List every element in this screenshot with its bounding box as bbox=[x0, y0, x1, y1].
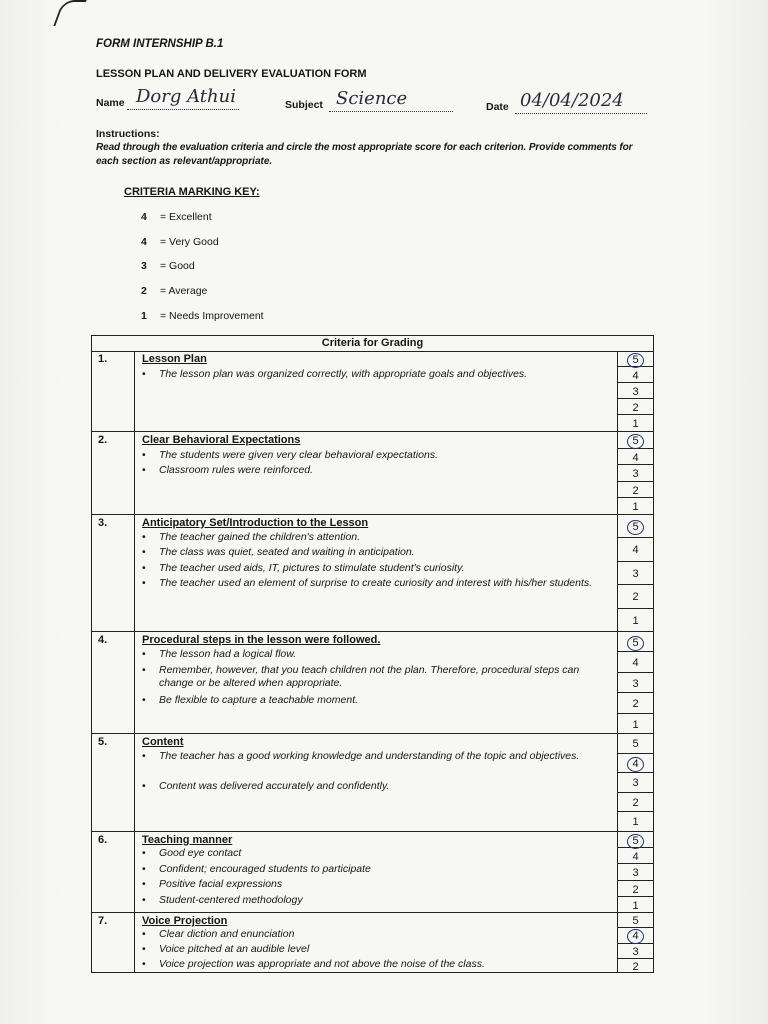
column-divider bbox=[617, 351, 618, 972]
key-score: 1 bbox=[141, 310, 147, 322]
score-option[interactable]: 5 bbox=[618, 351, 653, 367]
score-circle-mark bbox=[627, 757, 644, 772]
criterion-row bbox=[92, 351, 653, 432]
score-option[interactable]: 5 bbox=[618, 432, 653, 449]
criterion-row bbox=[92, 832, 653, 913]
key-score: 4 bbox=[141, 211, 147, 223]
score-option[interactable]: 1 bbox=[632, 718, 639, 731]
score-option[interactable]: 1 bbox=[632, 816, 639, 829]
score-option[interactable]: 4 bbox=[618, 367, 653, 383]
score-option[interactable]: 4 bbox=[618, 538, 653, 561]
score-option[interactable]: 4 bbox=[618, 754, 653, 774]
score-circle-mark bbox=[627, 434, 644, 449]
form-title: LESSON PLAN AND DELIVERY EVALUATION FORM bbox=[96, 68, 367, 80]
criterion-bullet: • The students were given very clear behavioral expectations. bbox=[142, 449, 602, 462]
subject-label: Subject bbox=[285, 99, 323, 111]
score-option[interactable]: 2 bbox=[618, 399, 653, 415]
criterion-bullet: • The class was quiet, seated and waiting in anticipation. bbox=[142, 546, 602, 559]
date-value[interactable]: 04/04/2024 bbox=[520, 90, 624, 111]
criterion-bullet: • Clear diction and enunciation bbox=[142, 928, 602, 941]
key-label: = Average bbox=[160, 285, 208, 297]
criterion-number: 5. bbox=[98, 736, 108, 748]
score-option[interactable]: 5 bbox=[618, 632, 653, 652]
score-option[interactable]: 5 bbox=[618, 734, 653, 754]
score-circle-mark bbox=[627, 834, 644, 849]
score-circle-mark bbox=[627, 353, 644, 368]
subject-line bbox=[329, 111, 453, 112]
marking-key-heading: CRITERIA MARKING KEY: bbox=[124, 186, 260, 198]
key-score: 4 bbox=[141, 236, 147, 248]
criterion-title: Voice Projection bbox=[142, 915, 228, 927]
date-label: Date bbox=[486, 101, 509, 113]
score-option[interactable]: 1 bbox=[632, 899, 639, 912]
score-option[interactable]: 4 bbox=[618, 449, 653, 466]
score-option[interactable]: 3 bbox=[618, 465, 653, 482]
score-option[interactable]: 1 bbox=[632, 418, 639, 430]
criterion-row bbox=[92, 515, 653, 632]
criterion-title: Clear Behavioral Expectations bbox=[142, 434, 301, 446]
criterion-title: Procedural steps in the lesson were followed. bbox=[142, 634, 381, 646]
criteria-table bbox=[91, 335, 654, 973]
criterion-bullet: • Be flexible to capture a teachable moment. bbox=[142, 694, 602, 707]
criterion-row bbox=[92, 432, 653, 515]
column-divider bbox=[134, 351, 135, 972]
score-option[interactable]: 5 bbox=[618, 832, 653, 848]
name-value[interactable]: Dorg Athui bbox=[136, 86, 236, 107]
score-option[interactable]: 4 bbox=[618, 848, 653, 864]
key-label: = Good bbox=[160, 260, 195, 272]
score-option[interactable]: 3 bbox=[618, 562, 653, 585]
score-option[interactable]: 2 bbox=[618, 482, 653, 499]
criterion-row bbox=[92, 734, 653, 832]
score-option[interactable]: 1 bbox=[632, 501, 639, 514]
criterion-bullet: • Student-centered methodology bbox=[142, 894, 602, 907]
instructions-heading: Instructions: bbox=[96, 128, 160, 140]
criterion-row bbox=[92, 913, 653, 974]
criterion-title: Content bbox=[142, 736, 184, 748]
score-option[interactable]: 2 bbox=[632, 960, 639, 973]
criterion-number: 6. bbox=[98, 834, 108, 846]
criterion-number: 3. bbox=[98, 517, 108, 529]
score-option[interactable]: 4 bbox=[618, 928, 653, 943]
criterion-row bbox=[92, 632, 653, 734]
name-label: Name bbox=[96, 97, 125, 109]
key-score: 2 bbox=[141, 285, 147, 297]
column-divider bbox=[653, 351, 654, 972]
instructions-line-2: each section as relevant/appropriate. bbox=[96, 156, 273, 167]
date-line bbox=[515, 113, 647, 114]
score-option[interactable]: 3 bbox=[618, 864, 653, 880]
instructions-line-1: Read through the evaluation criteria and circle the most appropriate score for each criterion. Provide comments for bbox=[96, 142, 633, 153]
score-option[interactable]: 3 bbox=[618, 673, 653, 693]
criterion-title: Teaching manner bbox=[142, 834, 233, 846]
key-score: 3 bbox=[141, 260, 147, 272]
criterion-bullet: • Voice pitched at an audible level bbox=[142, 943, 602, 956]
criterion-bullet: • Voice projection was appropriate and not above the noise of the class. bbox=[142, 958, 602, 971]
score-option[interactable]: 2 bbox=[618, 881, 653, 897]
score-option[interactable]: 4 bbox=[618, 652, 653, 672]
criterion-bullet: • Confident; encouraged students to participate bbox=[142, 863, 602, 876]
score-option[interactable]: 5 bbox=[618, 515, 653, 538]
score-option[interactable]: 2 bbox=[618, 693, 653, 713]
criterion-bullet: • Good eye contact bbox=[142, 847, 602, 860]
key-label: = Needs Improvement bbox=[160, 310, 264, 322]
criterion-title: Lesson Plan bbox=[142, 353, 207, 365]
criterion-bullet: • The lesson plan was organized correctly, with appropriate goals and objectives. bbox=[142, 368, 602, 381]
score-option[interactable]: 2 bbox=[618, 585, 653, 608]
criterion-bullet: • The teacher has a good working knowledge and understanding of the topic and objectives. bbox=[142, 750, 602, 763]
table-header: Criteria for Grading bbox=[92, 336, 653, 352]
score-circle-mark bbox=[627, 520, 644, 535]
key-label: = Very Good bbox=[160, 236, 219, 248]
subject-value[interactable]: Science bbox=[336, 88, 408, 109]
score-option[interactable]: 3 bbox=[618, 383, 653, 399]
key-label: = Excellent bbox=[160, 211, 212, 223]
score-option[interactable]: 3 bbox=[618, 773, 653, 793]
criterion-title: Anticipatory Set/Introduction to the Lesson bbox=[142, 517, 369, 529]
score-circle-mark bbox=[627, 929, 644, 944]
criterion-number: 7. bbox=[98, 915, 108, 927]
criterion-bullet: • Content was delivered accurately and confidently. bbox=[142, 780, 602, 793]
criterion-number: 4. bbox=[98, 634, 108, 646]
criterion-number: 2. bbox=[98, 434, 108, 446]
criterion-bullet: • Positive facial expressions bbox=[142, 878, 602, 891]
criterion-bullet: • Classroom rules were reinforced. bbox=[142, 464, 602, 477]
criterion-bullet: • The teacher gained the children's attention. bbox=[142, 531, 602, 544]
criterion-bullet: • Remember, however, that you teach children not the plan. Therefore, procedural steps can change or be altered when appropriate. bbox=[142, 664, 602, 690]
score-option[interactable]: 2 bbox=[618, 793, 653, 813]
score-option[interactable]: 1 bbox=[632, 614, 639, 627]
form-id: FORM INTERNSHIP B.1 bbox=[96, 38, 224, 50]
criterion-number: 1. bbox=[98, 353, 108, 365]
score-option[interactable]: 5 bbox=[618, 913, 653, 928]
criterion-bullet: • The teacher used an element of surprise to create curiosity and interest with his/her students. bbox=[142, 577, 602, 590]
name-line bbox=[127, 109, 239, 110]
score-option[interactable]: 3 bbox=[618, 944, 653, 959]
score-circle-mark bbox=[627, 636, 644, 651]
criterion-bullet: • The lesson had a logical flow. bbox=[142, 648, 602, 661]
criterion-bullet: • The teacher used aids, IT, pictures to stimulate student's curiosity. bbox=[142, 562, 602, 575]
